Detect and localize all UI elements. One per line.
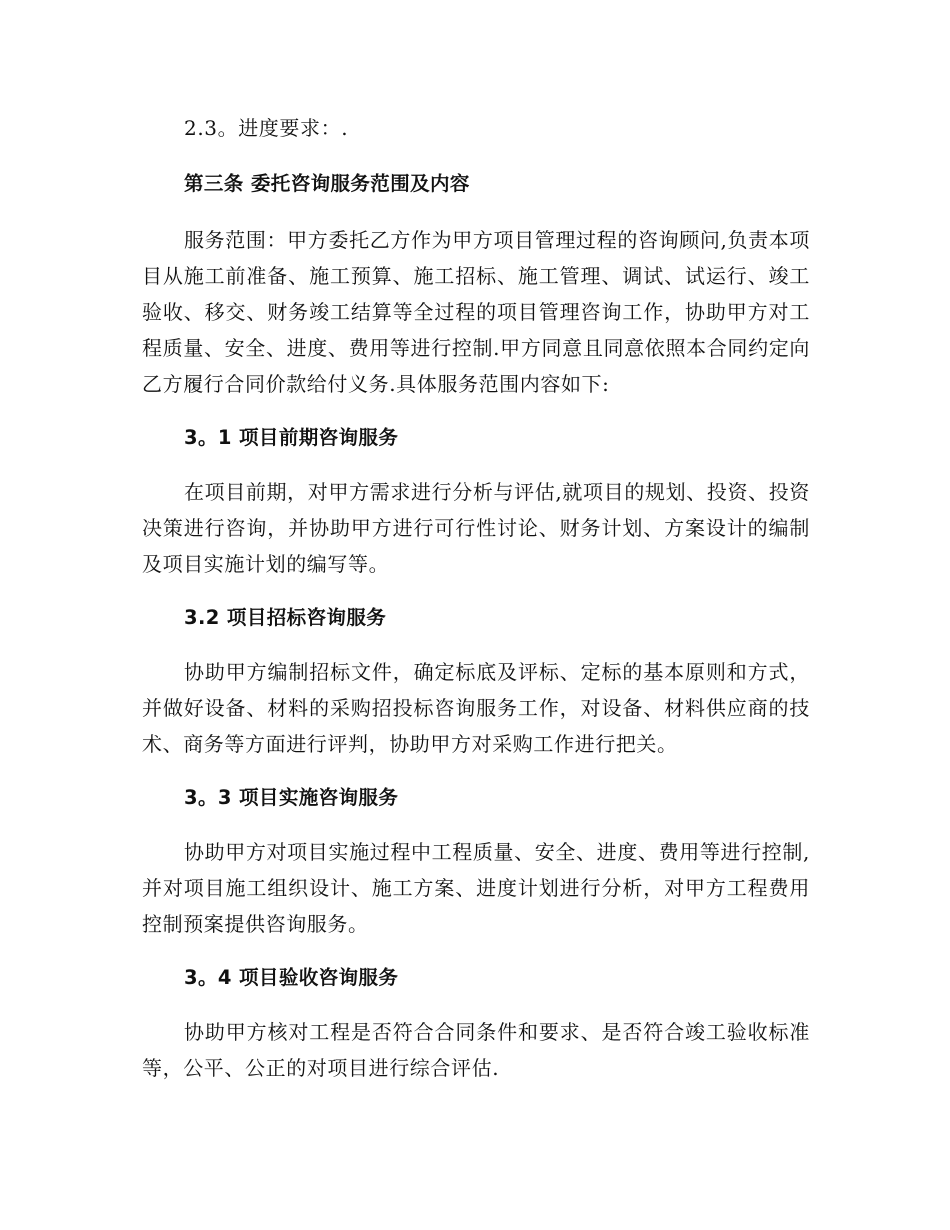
section-3-4-title: 3。4 项目验收咨询服务 [184, 966, 399, 989]
spacer [142, 146, 810, 166]
spacer [142, 582, 810, 600]
spacer [142, 816, 810, 834]
spacer [142, 942, 810, 960]
spacer [142, 762, 810, 780]
spacer [142, 996, 810, 1014]
section-3-2-title: 3.2 项目招标咨询服务 [184, 606, 387, 629]
progress-requirement-line: 2.3。进度要求：. [184, 116, 349, 140]
spacer [142, 202, 810, 222]
spacer [142, 456, 810, 474]
document-body [142, 110, 810, 1086]
article-3-title: 第三条 委托咨询服务范围及内容 [184, 172, 470, 195]
section-3-2-body: 协助甲方编制招标文件，确定标底及评标、定标的基本原则和方式，并做好设备、材料的采购招投标咨询服务工作，对设备、材料供应商的技术、商务等方面进行评判，协助甲方对采购工作进行把关。 [142, 660, 810, 756]
spacer [142, 402, 810, 420]
section-3-4-body: 协助甲方核对工程是否符合合同条件和要求、是否符合竣工验收标准等，公平、公正的对项目进行综合评估. [142, 1020, 810, 1080]
section-3-1-title: 3。1 项目前期咨询服务 [184, 426, 399, 449]
section-3-3-body: 协助甲方对项目实施过程中工程质量、安全、进度、费用等进行控制,并对项目施工组织设计、施工方案、进度计划进行分析，对甲方工程费用控制预案提供咨询服务。 [142, 840, 810, 936]
spacer [142, 636, 810, 654]
section-3-1-body: 在项目前期，对甲方需求进行分析与评估,就项目的规划、投资、投资决策进行咨询，并协助甲方进行可行性讨论、财务计划、方案设计的编制及项目实施计划的编写等。 [142, 480, 810, 576]
service-scope-paragraph: 服务范围：甲方委托乙方作为甲方项目管理过程的咨询顾问,负责本项目从施工前准备、施工预算、施工招标、施工管理、调试、试运行、竣工验收、移交、财务竣工结算等全过程的项目管理咨询工作，协助甲方对工程质量、安全、进度、费用等进行控制.甲方同意且同意依照本合同约定向乙方履行合同价款给付义务.具体服务范围内容如下: [142, 228, 810, 396]
section-3-3-title: 3。3 项目实施咨询服务 [184, 786, 399, 809]
